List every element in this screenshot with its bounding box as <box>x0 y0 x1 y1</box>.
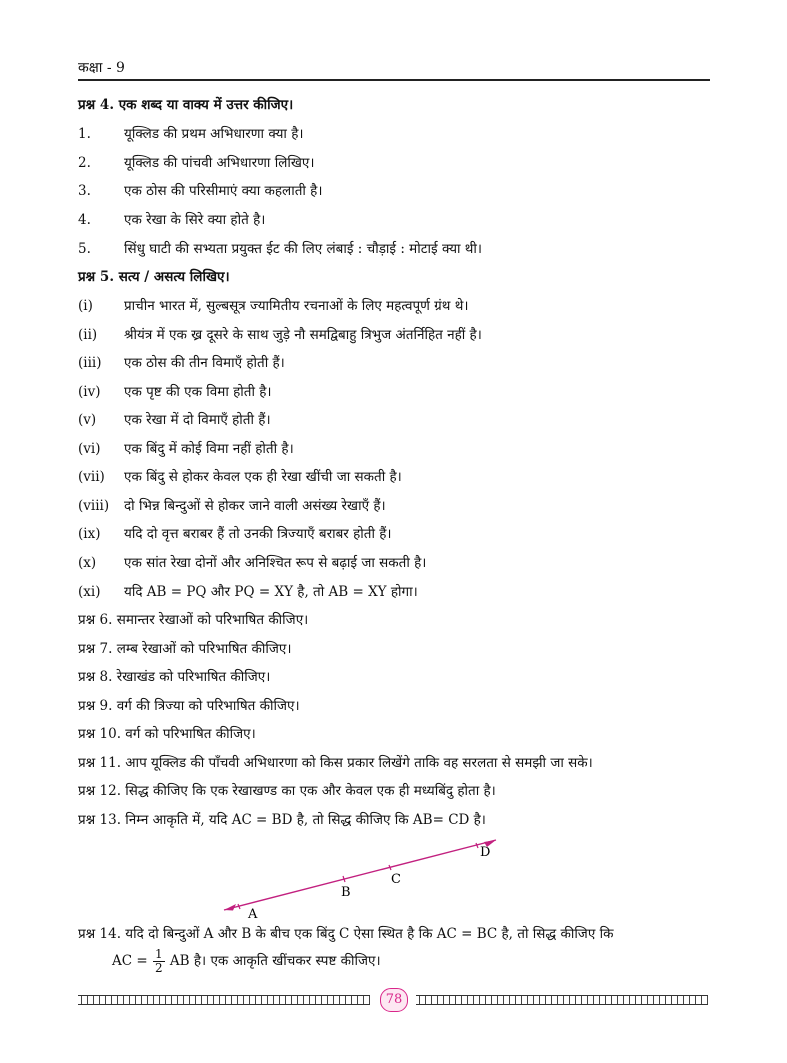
q4-heading: प्रश्न 4. एक शब्द या वाक्य में उत्तर कीजिए। <box>78 97 294 113</box>
item-text: एक बिंदु से होकर केवल एक ही रेखा खींची जा सकती है। <box>124 469 402 485</box>
question-9: प्रश्न 9. वर्ग की त्रिज्या को परिभाषित कीजिए। <box>78 698 300 714</box>
item-text: यूक्लिड की पांचवी अभिधारणा लिखिए। <box>124 155 315 171</box>
item-text: एक सांत रेखा दोनों और अनिश्चित रूप से बढ़ाई जा सकती है। <box>124 555 427 571</box>
item-number: 4. <box>78 212 91 228</box>
item-text: यूक्लिड की प्रथम अभिधारणा क्या है। <box>124 126 304 142</box>
footer-ornament-right <box>416 995 708 1005</box>
item-number: 3. <box>78 183 91 199</box>
q4-item <box>78 240 482 258</box>
item-text: श्रीयंत्र में एक ख्र दूसरे के साथ जुड़े नौ समद्विबाहु त्रिभुज अंतर्निहित नहीं है। <box>124 327 482 343</box>
item-number: 1. <box>78 126 91 142</box>
item-number: (ii) <box>78 327 98 343</box>
item-number: (xi) <box>78 584 101 600</box>
q5-item <box>78 383 272 401</box>
question-7: प्रश्न 7. लम्ब रेखाओं को परिभाषित कीजिए। <box>78 641 292 657</box>
item-number: (i) <box>78 298 93 314</box>
q4-item <box>78 125 303 143</box>
item-text: प्राचीन भारत में, सुल्बसूत्र ज्यामितीय रचनाओं के लिए महत्वपूर्ण ग्रंथ थे। <box>124 298 469 314</box>
question-13: प्रश्न 13. निम्न आकृति में, यदि AC = BD है, तो सिद्ध कीजिए कि AB= CD है। <box>78 812 486 828</box>
q5-item <box>78 468 402 486</box>
item-text: दो भिन्न बिन्दुओं से होकर जाने वाली असंख्य रेखाएँ हैं। <box>124 498 386 514</box>
question-10: प्रश्न 10. वर्ग को परिभाषित कीजिए। <box>78 726 256 742</box>
q5-item <box>78 440 294 458</box>
point-label-a: A <box>248 907 258 922</box>
item-number: (x) <box>78 555 97 571</box>
equation-rest: AB है। एक आकृति खींचकर स्पष्ट कीजिए। <box>169 953 381 969</box>
q5-item <box>78 497 386 515</box>
point-label-c: C <box>391 872 401 887</box>
point-label-b: B <box>341 885 351 900</box>
item-text: एक रेखा के सिरे क्या होते है। <box>124 212 266 228</box>
item-text: सिंधु घाटी की सभ्यता प्रयुक्त ईट की लिए लंबाई : चौड़ाई : मोटाई क्या थी। <box>124 241 483 257</box>
q4-item <box>78 154 314 172</box>
q5-item <box>78 326 482 344</box>
q5-item <box>78 525 392 543</box>
fraction-half <box>153 948 165 975</box>
fraction-numerator: 1 <box>154 947 163 961</box>
item-text: यदि AB = PQ और PQ = XY है, तो AB = XY होगा। <box>124 584 418 600</box>
item-text: यदि दो वृत्त बराबर हैं तो उनकी त्रिज्याएँ बराबर होती हैं। <box>124 526 392 542</box>
question-8: प्रश्न 8. रेखाखंड को परिभाषित कीजिए। <box>78 669 271 685</box>
q5-heading: प्रश्न 5. सत्य / असत्य लिखिए। <box>78 269 230 285</box>
header-divider <box>78 79 710 81</box>
question-12: प्रश्न 12. सिद्ध कीजिए कि एक रेखाखण्ड का एक और केवल एक ही मध्यबिंदु होता है। <box>78 783 496 799</box>
item-number: (viii) <box>78 498 110 514</box>
q5-item <box>78 411 271 429</box>
q5-item <box>78 297 468 315</box>
item-number: (iv) <box>78 384 101 400</box>
item-number: (vi) <box>78 441 101 457</box>
point-label-d: D <box>480 845 491 860</box>
question-14-line2 <box>112 946 381 976</box>
page-footer <box>78 988 708 1010</box>
class-label: कक्षा - 9 <box>78 60 125 76</box>
q5-item <box>78 554 426 572</box>
item-number: (ix) <box>78 526 101 542</box>
fraction-denominator: 2 <box>154 961 163 975</box>
line-segment <box>224 840 496 910</box>
footer-ornament-left <box>78 995 370 1005</box>
item-text: एक रेखा में दो विमाएँ होती हैं। <box>124 412 271 428</box>
question-14-line1: प्रश्न 14. यदि दो बिन्दुओं A और B के बीच एक बिंदु C ऐसा स्थित है कि AC = BC है, तो सिद्ध कीजिए कि <box>78 926 614 942</box>
line-segment-figure <box>210 838 510 922</box>
question-11: प्रश्न 11. आप यूक्लिड की पाँचवी अभिधारणा को किस प्रकार लिखेंगे ताकि वह सरलता से समझी जा सके। <box>78 755 593 771</box>
item-number: (iii) <box>78 355 102 371</box>
item-number: 2. <box>78 155 91 171</box>
page-number-badge: 78 <box>380 988 408 1012</box>
question-6: प्रश्न 6. समान्तर रेखाओं को परिभाषित कीजिए। <box>78 612 309 628</box>
equation-lhs: AC = <box>112 953 148 969</box>
q5-item <box>78 583 418 601</box>
item-text: एक ठोस की तीन विमाएँ होती हैं। <box>124 355 285 371</box>
item-number: (vii) <box>78 469 105 485</box>
arrow-left-icon <box>224 904 236 911</box>
item-text: एक ठोस की परिसीमाएं क्या कहलाती है। <box>124 183 323 199</box>
q4-item <box>78 182 322 200</box>
item-text: एक पृष्ट की एक विमा होती है। <box>124 384 272 400</box>
item-number: 5. <box>78 241 91 257</box>
q5-item <box>78 354 285 372</box>
item-number: (v) <box>78 412 97 428</box>
q4-item <box>78 211 265 229</box>
item-text: एक बिंदु में कोई विमा नहीं होती है। <box>124 441 294 457</box>
